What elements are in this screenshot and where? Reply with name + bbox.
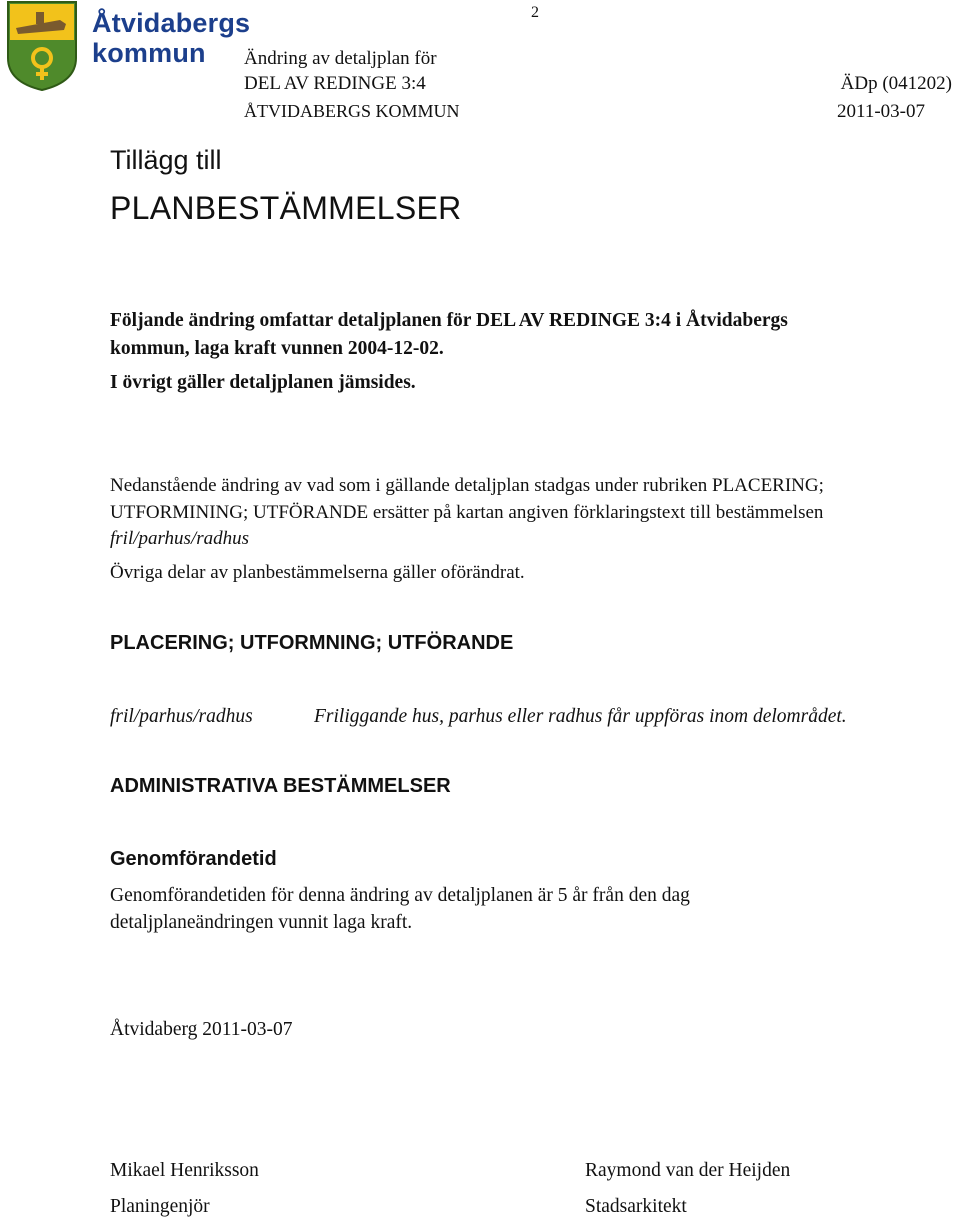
signatory-left-title: Planingenjör xyxy=(110,1196,210,1217)
change-line4: Övriga delar av planbestämmelserna gäller oförändrat. xyxy=(110,562,525,583)
title-small: Tillägg till xyxy=(110,145,222,175)
municipality-logo xyxy=(6,0,251,94)
page-number: 2 xyxy=(531,4,539,21)
header-line1: Ändring av detaljplan för xyxy=(244,48,437,69)
change-line2: UTFORMINING; UTFÖRANDE ersätter på kartan angiven förklaringstext till bestämmelsen xyxy=(110,502,824,523)
admin-line2: detaljplaneändringen vunnit laga kraft. xyxy=(110,912,413,933)
signatory-left-name: Mikael Henriksson xyxy=(110,1160,259,1181)
coat-of-arms-icon xyxy=(6,0,78,92)
header-line3: ÅTVIDABERGS KOMMUN xyxy=(244,101,460,121)
logo-text-line2: kommun xyxy=(92,38,206,68)
change-line3: fril/parhus/radhus xyxy=(110,528,250,549)
placering-definition: Friliggande hus, parhus eller radhus får uppföras inom delområdet. xyxy=(314,706,847,727)
header-line2: DEL AV REDINGE 3:4 xyxy=(244,73,426,94)
admin-heading: ADMINISTRATIVA BESTÄMMELSER xyxy=(110,775,451,797)
signatory-right-title: Stadsarkitekt xyxy=(585,1196,687,1217)
header-reference: ÄDp (041202) xyxy=(840,73,952,94)
intro-line3: I övrigt gäller detaljplanen jämsides. xyxy=(110,372,416,393)
placering-heading: PLACERING; UTFORMNING; UTFÖRANDE xyxy=(110,632,514,654)
page-title: PLANBESTÄMMELSER xyxy=(110,190,462,226)
intro-line2: kommun, laga kraft vunnen 2004-12-02. xyxy=(110,338,444,359)
intro-line1: Följande ändring omfattar detaljplanen för DEL AV REDINGE 3:4 i Åtvidabergs xyxy=(110,310,788,331)
change-line1: Nedanstående ändring av vad som i gällande detaljplan stadgas under rubriken PLACERING; xyxy=(110,475,824,496)
admin-subheading: Genomförandetid xyxy=(110,848,277,870)
placering-term: fril/parhus/radhus xyxy=(110,706,253,727)
logo-text-line1: Åtvidabergs xyxy=(92,8,251,38)
place-date: Åtvidaberg 2011-03-07 xyxy=(110,1019,293,1040)
admin-line1: Genomförandetiden för denna ändring av detaljplanen är 5 år från den dag xyxy=(110,885,690,906)
header-date: 2011-03-07 xyxy=(837,101,925,122)
signatory-right-name: Raymond van der Heijden xyxy=(585,1160,791,1181)
